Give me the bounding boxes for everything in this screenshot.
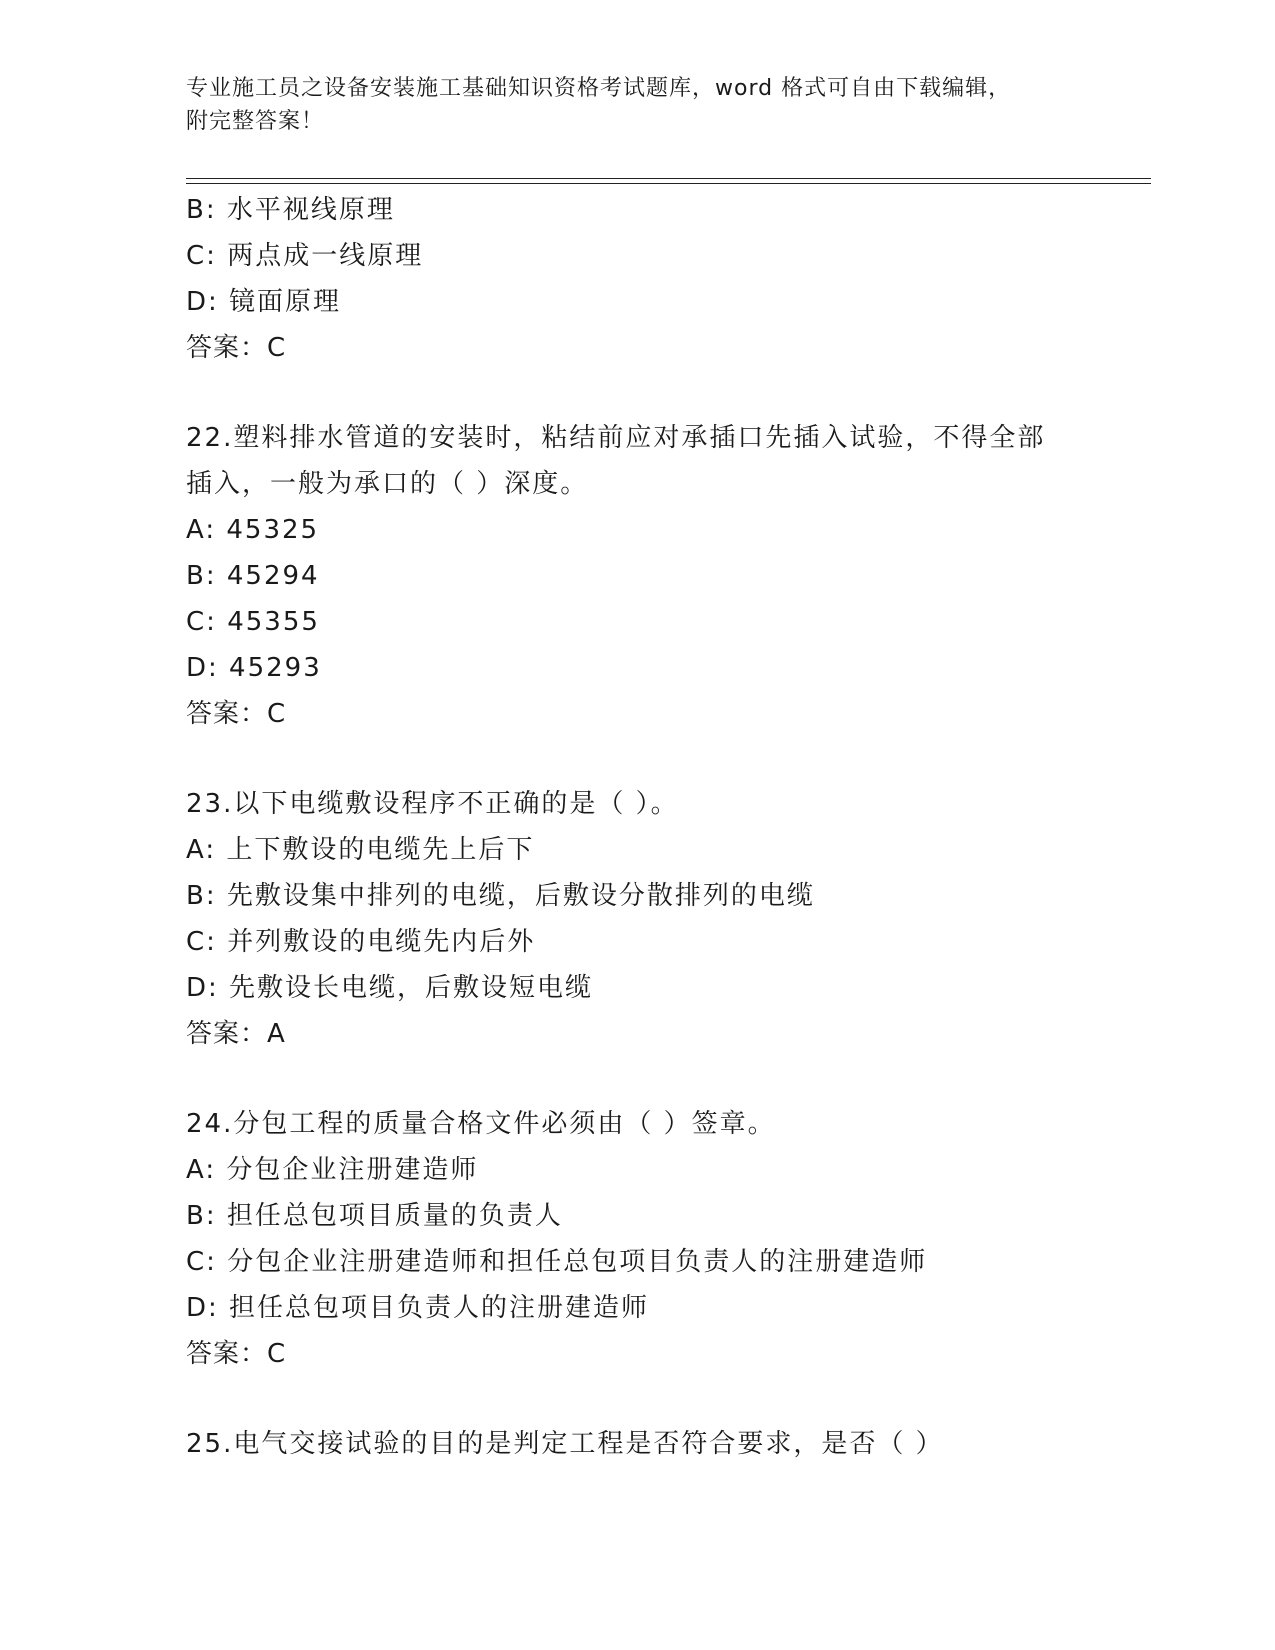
option-a bbox=[186, 827, 1086, 873]
option-text: 镜面原理 bbox=[229, 287, 342, 317]
header-line-2: 附完整答案！ bbox=[186, 109, 325, 134]
option-text: 两点成一线原理 bbox=[227, 241, 424, 271]
option-d bbox=[186, 1285, 1086, 1331]
option-label: A: bbox=[186, 515, 217, 545]
option-text: 担任总包项目负责人的注册建造师 bbox=[229, 1293, 650, 1323]
question-22 bbox=[186, 415, 1086, 737]
option-text: 45355 bbox=[227, 607, 320, 637]
question-24 bbox=[186, 1101, 1086, 1377]
option-d bbox=[186, 279, 1086, 325]
option-label: B: bbox=[186, 1201, 217, 1231]
option-text: 水平视线原理 bbox=[226, 195, 395, 225]
option-label: D: bbox=[186, 287, 219, 317]
question-stem-line: 24.分包工程的质量合格文件必须由（ ）签章。 bbox=[186, 1109, 776, 1139]
option-text: 并列敷设的电缆先内后外 bbox=[227, 927, 536, 957]
option-c bbox=[186, 599, 1086, 645]
spacer bbox=[186, 1057, 1086, 1101]
answer-line: 答案：A bbox=[186, 1019, 286, 1049]
option-a bbox=[186, 507, 1086, 553]
option-c bbox=[186, 233, 1086, 279]
option-label: B: bbox=[186, 195, 217, 225]
spacer bbox=[186, 371, 1086, 415]
option-text: 先敷设长电缆，后敷设短电缆 bbox=[229, 973, 594, 1003]
option-label: B: bbox=[186, 881, 217, 911]
header-rule-top bbox=[186, 178, 1151, 179]
question-stem-line: 插入，一般为承口的（ ）深度。 bbox=[186, 469, 589, 499]
option-text: 45293 bbox=[229, 653, 322, 683]
answer-line: 答案：C bbox=[186, 699, 287, 729]
spacer bbox=[186, 1377, 1086, 1421]
option-label: B: bbox=[186, 561, 217, 591]
answer-line: 答案：C bbox=[186, 333, 287, 363]
option-label: D: bbox=[186, 653, 219, 683]
option-b bbox=[186, 553, 1086, 599]
question-stem-line: 23.以下电缆敷设程序不正确的是（ ）。 bbox=[186, 789, 679, 819]
option-text: 分包企业注册建造师和担任总包项目负责人的注册建造师 bbox=[227, 1247, 928, 1277]
option-label: C: bbox=[186, 241, 217, 271]
option-text: 45294 bbox=[226, 561, 320, 591]
option-label: A: bbox=[186, 835, 217, 865]
option-label: A: bbox=[186, 1155, 217, 1185]
option-text: 上下敷设的电缆先上后下 bbox=[226, 835, 535, 865]
option-d bbox=[186, 965, 1086, 1011]
option-label: C: bbox=[186, 1247, 217, 1277]
question-21-continuation bbox=[186, 187, 1086, 371]
option-c bbox=[186, 919, 1086, 965]
question-23 bbox=[186, 781, 1086, 1057]
option-b bbox=[186, 873, 1086, 919]
option-a bbox=[186, 1147, 1086, 1193]
option-b bbox=[186, 1193, 1086, 1239]
option-label: C: bbox=[186, 607, 217, 637]
question-stem-line: 22.塑料排水管道的安装时，粘结前应对承插口先插入试验，不得全部 bbox=[186, 423, 1046, 453]
question-25 bbox=[186, 1421, 1086, 1467]
question-stem-line: 25.电气交接试验的目的是判定工程是否符合要求，是否（ ） bbox=[186, 1429, 944, 1459]
option-b bbox=[186, 187, 1086, 233]
option-text: 担任总包项目质量的负责人 bbox=[226, 1201, 563, 1231]
option-label: D: bbox=[186, 1293, 219, 1323]
option-d bbox=[186, 645, 1086, 691]
header-line-1: 专业施工员之设备安装施工基础知识资格考试题库，word 格式可自由下载编辑， bbox=[186, 76, 1012, 101]
option-label: D: bbox=[186, 973, 219, 1003]
answer-line: 答案：C bbox=[186, 1339, 287, 1369]
header-rule-bottom bbox=[186, 183, 1151, 184]
question-content bbox=[186, 187, 1086, 1467]
option-c bbox=[186, 1239, 1086, 1285]
option-text: 分包企业注册建造师 bbox=[226, 1155, 479, 1185]
spacer bbox=[186, 737, 1086, 781]
option-text: 45325 bbox=[226, 515, 320, 545]
option-text: 先敷设集中排列的电缆，后敷设分散排列的电缆 bbox=[226, 881, 815, 911]
option-label: C: bbox=[186, 927, 217, 957]
document-header bbox=[186, 72, 1086, 138]
